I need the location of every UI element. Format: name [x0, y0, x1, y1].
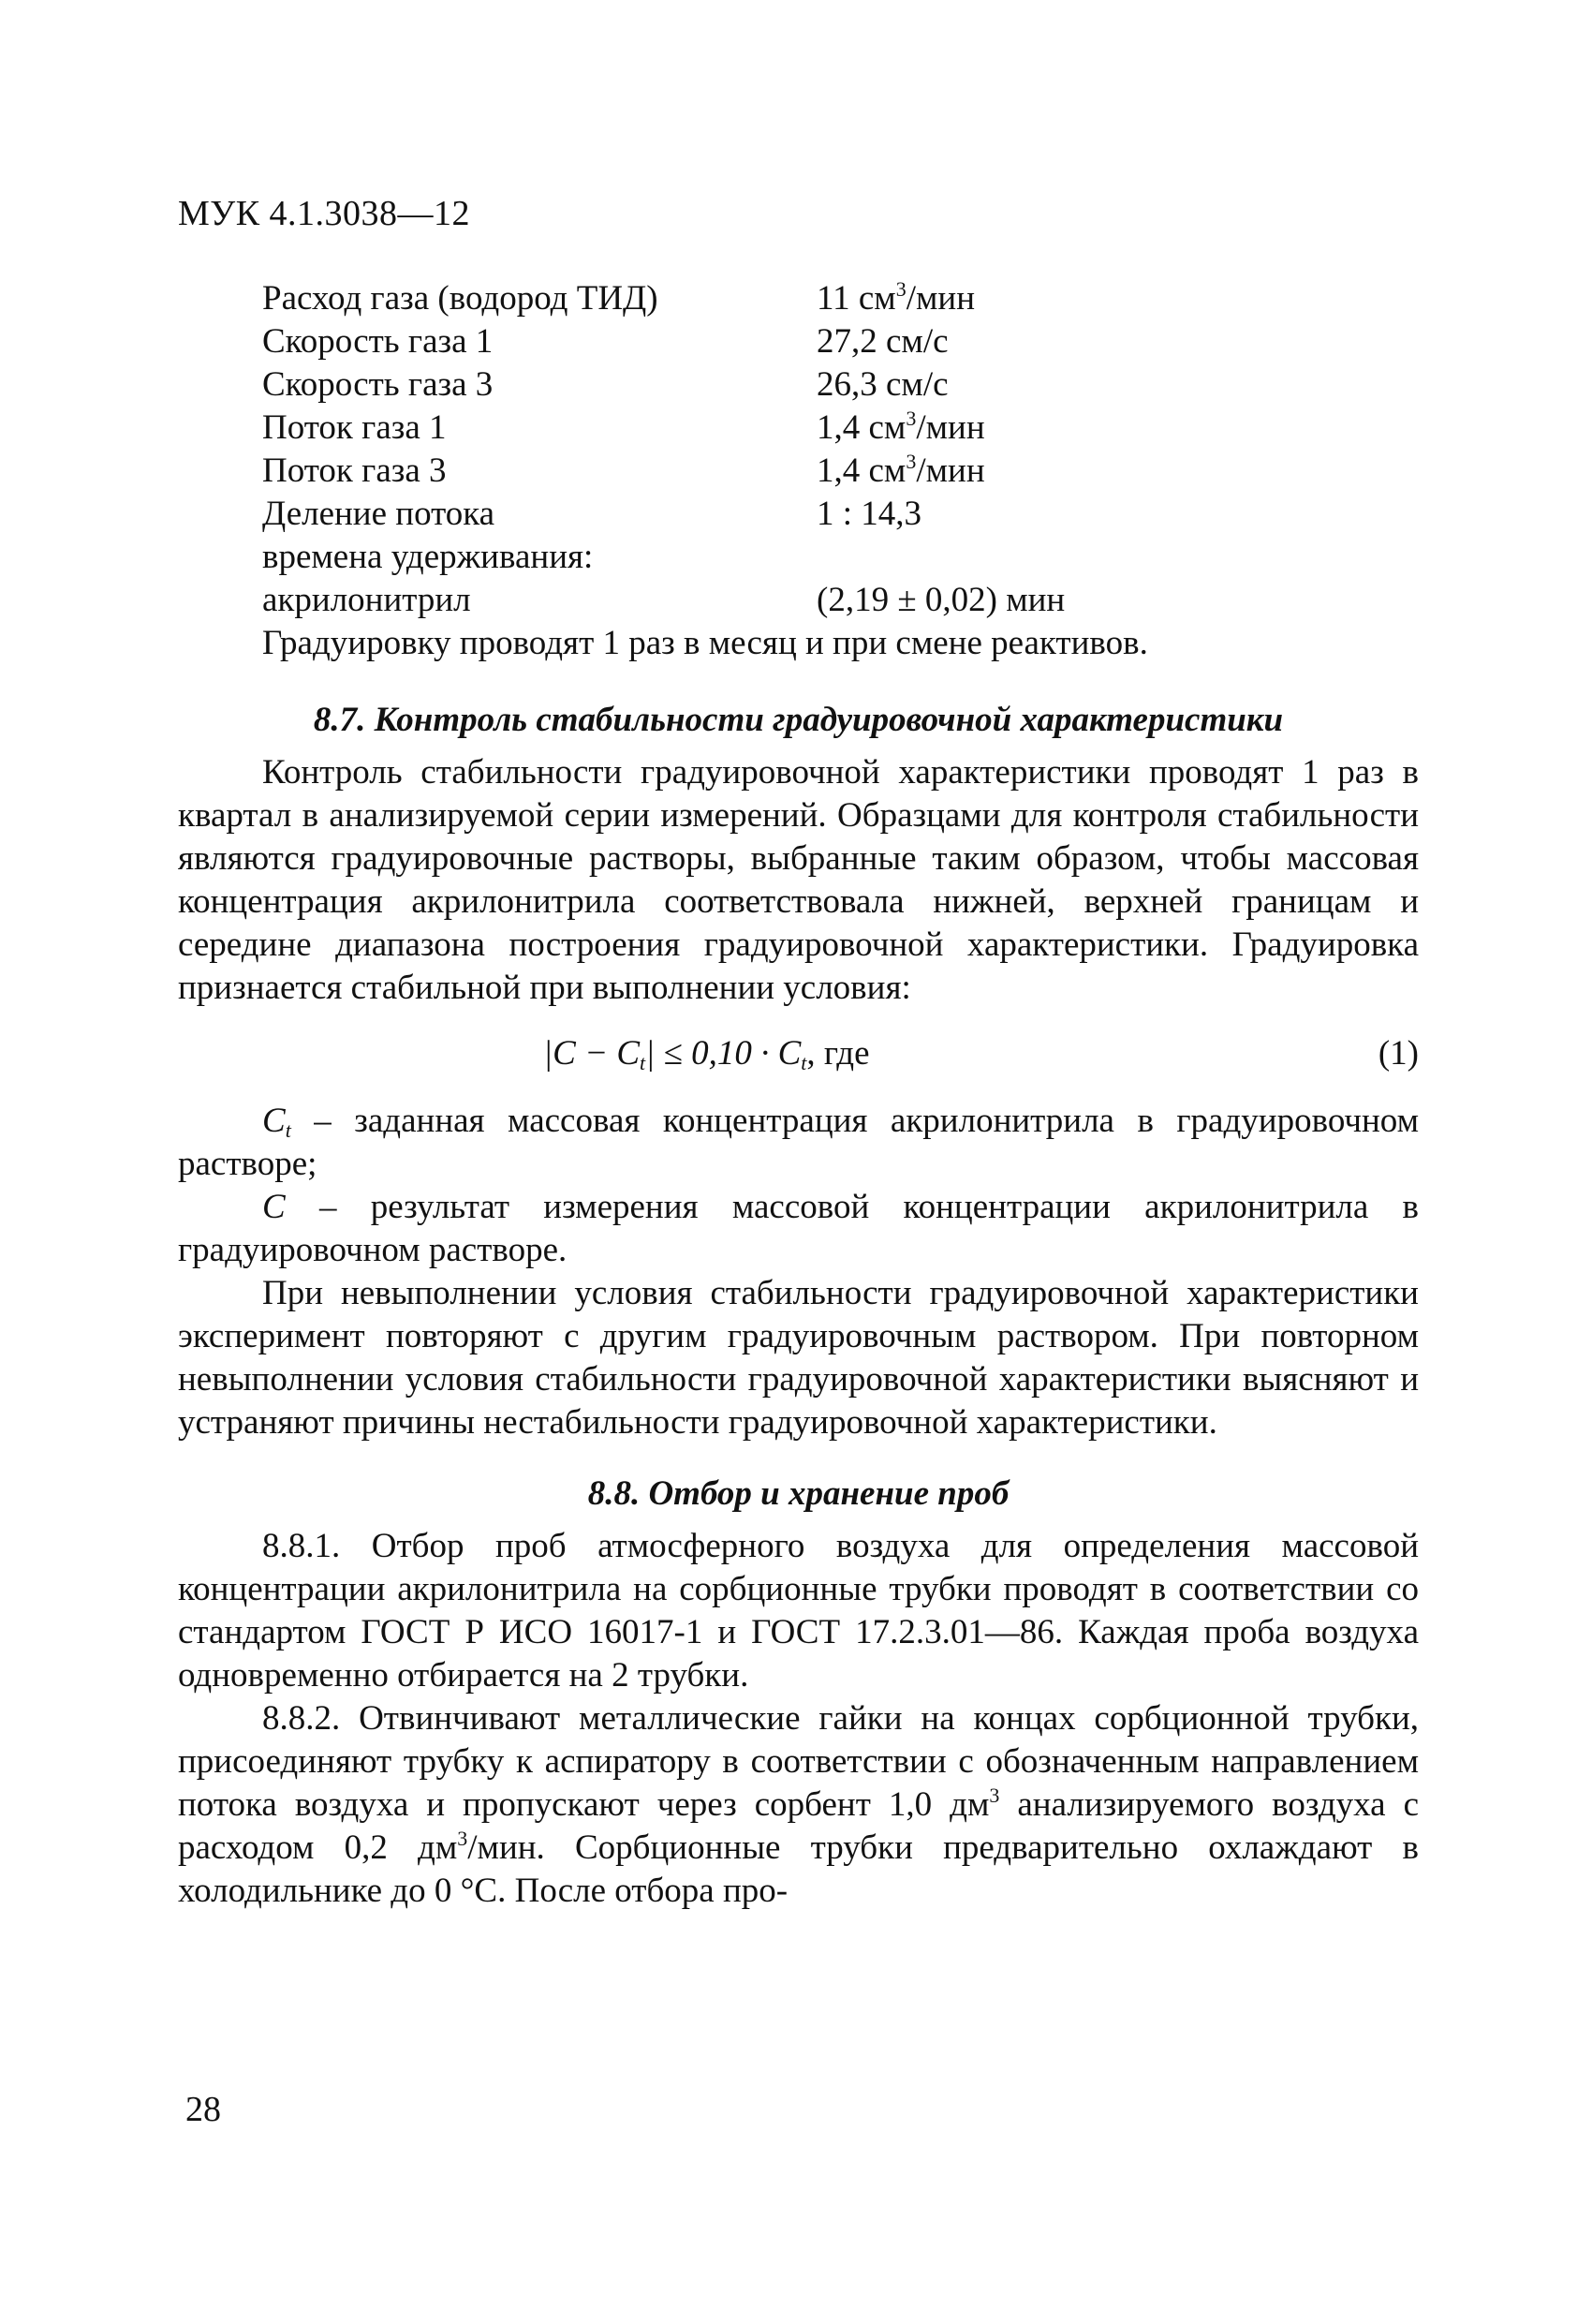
param-row: [262, 450, 1423, 493]
param-value: 1,4 $см^3$/мин: [817, 407, 985, 447]
param-label: времена удерживания:: [262, 538, 594, 576]
param-value: 27,2 см/с: [817, 322, 949, 361]
param-label: Скорость газа 3: [262, 365, 494, 404]
param-row: [262, 493, 1423, 536]
section-heading-8-8: 8.8. Отбор и хранение проб: [587, 1474, 1010, 1513]
param-label: акрилонитрил: [262, 581, 471, 619]
paragraph-8-8-1: 8.8.1. Отбор проб атмосферного воздуха для определения массовой концентрации акрилонитрила на сорбционные трубки проводят в соответствии со стандартом ГОСТ Р ИСО 16017-1 и ГОСТ 17.2.3.01—86. Каждая проба воздуха одновременно отбирается на 2 трубки.: [178, 1527, 1419, 1695]
param-label: Скорость газа 1: [262, 322, 494, 361]
param-label: Поток газа 3: [262, 451, 447, 490]
definition-c: C – результат измерения массовой концентрации акрилонитрила в градуировочном растворе.: [178, 1188, 1419, 1269]
paragraph-failure: При невыполнении условия стабильности градуировочной характеристики эксперимент повторяют с другим градуировочным раствором. При повторном невыполнении условия стабильности градуировочной характеристики выясняют и устраняют причины нестабильности градуировочной характеристики.: [178, 1274, 1419, 1442]
param-row: [262, 363, 1423, 407]
param-value: (2,19 ± 0,02) мин: [817, 581, 1066, 619]
param-label: Поток газа 1: [262, 408, 447, 447]
section-heading-8-7: 8.7. Контроль стабильности градуировочной характеристики: [313, 701, 1284, 739]
param-value: 1,4 $см^3$/мин: [817, 450, 985, 490]
param-value: 1 : 14,3: [817, 495, 922, 533]
param-label: Деление потока: [262, 495, 495, 533]
param-value: 11 $см^3$/мин: [817, 277, 976, 318]
param-value: 26,3 см/с: [817, 365, 949, 404]
param-row: [262, 320, 1423, 363]
main-text: [178, 676, 1419, 1913]
param-row: [262, 536, 1423, 579]
paragraph-stability-control: Контроль стабильности градуировочной характеристики проводят 1 раз в квартал в анализируемой серии измерений. Образцами для контроля стабильности являются градуировочные растворы, выбранные таким образом, чтобы массовая концентрация акрилонитрила соответствовала нижней, верхней границам и середине диапазона построения градуировочной характеристики. Градуировка признается стабильной при выполнении условия:: [178, 753, 1419, 1007]
gc-parameters-table: [262, 277, 1423, 665]
param-row: [262, 407, 1423, 450]
formula-expression: $|C - C_t| \le 0,10 \cdot C_t$, где: [543, 1034, 870, 1074]
definition-ct: $C_t$ – заданная массовая концентрация акрилонитрила в градуировочном растворе;: [178, 1102, 1419, 1183]
calibration-note: Градуировку проводят 1 раз в месяц и при смене реактивов.: [262, 624, 1148, 662]
running-header: МУК 4.1.3038—12: [178, 194, 471, 233]
formula-number: (1): [1378, 1034, 1419, 1073]
paragraph-8-8-2: 8.8.2. Отвинчивают металлические гайки на концах сорбционной трубки, присоединяют трубку к аспиратору в соответствии с обозначенным направлением потока воздуха и пропускают через сорбент 1,0 $дм^3$ анализируемого воздуха с расходом 0,2 $дм^3$/мин. Сорбционные трубки предварительно охлаждают в холодильнике до 0 °С. После отбора про-: [178, 1699, 1419, 1910]
param-row: [262, 277, 1423, 320]
formula-1: [178, 1019, 1419, 1094]
param-label: Расход газа (водород ТИД): [262, 279, 658, 318]
page-number: 28: [185, 2090, 221, 2129]
param-row: [262, 579, 1423, 622]
